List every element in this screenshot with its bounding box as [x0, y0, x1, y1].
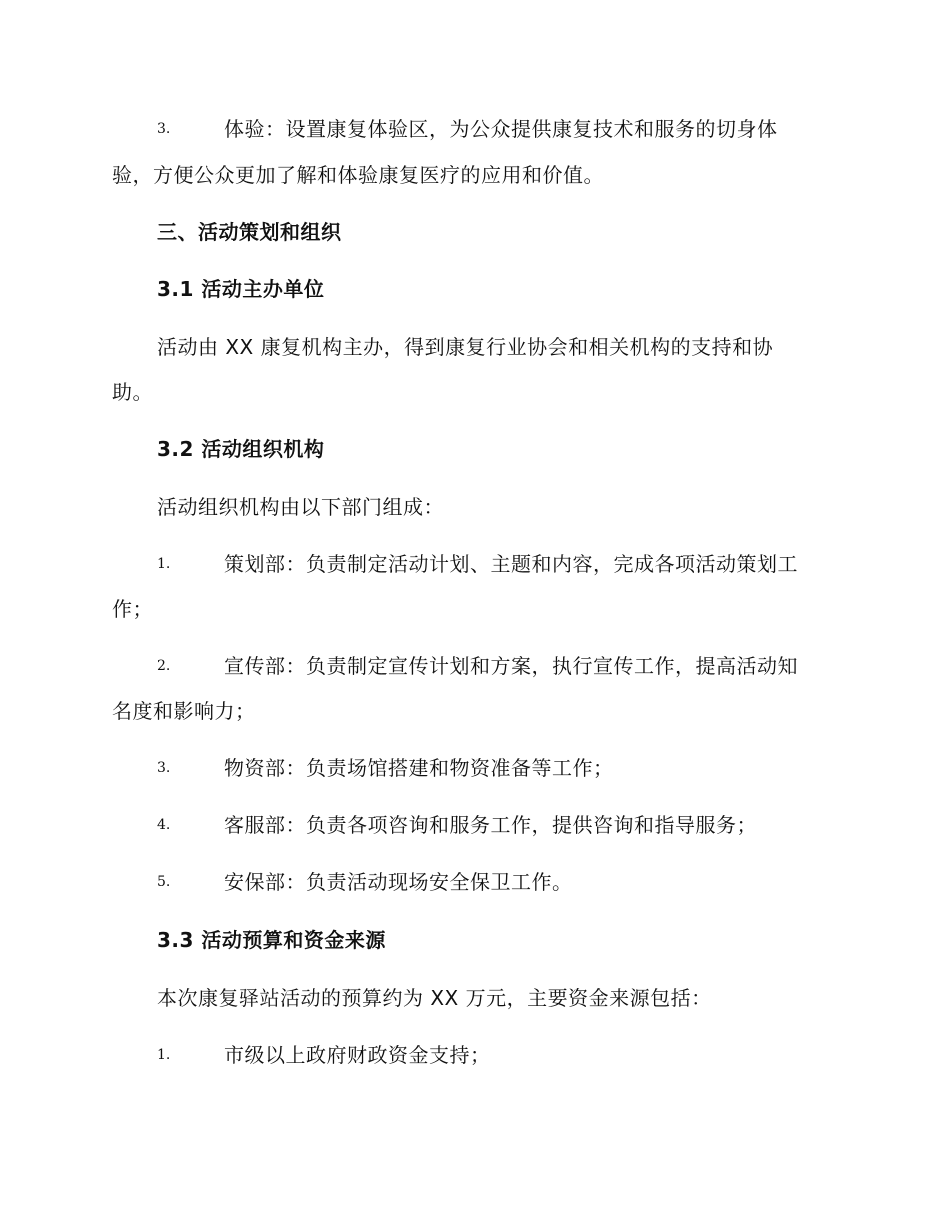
- list-number: 1.: [157, 556, 171, 572]
- list-number: 5.: [157, 874, 171, 890]
- section-heading: 三、活动策划和组织: [157, 220, 342, 244]
- list-number: 3.: [157, 121, 171, 137]
- list-item-text: 安保部：负责活动现场安全保卫工作。: [224, 870, 573, 894]
- list-number: 3.: [157, 760, 171, 776]
- list-item-text: 宣传部：负责制定宣传计划和方案，执行宣传工作，提高活动知: [224, 654, 798, 678]
- paragraph: 活动组织机构由以下部门组成：: [157, 495, 444, 519]
- paragraph: 本次康复驿站活动的预算约为 XX 万元，主要资金来源包括：: [157, 986, 712, 1010]
- list-item-text: 策划部：负责制定活动计划、主题和内容，完成各项活动策划工: [224, 552, 798, 576]
- paragraph: 活动由 XX 康复机构主办，得到康复行业协会和相关机构的支持和协: [157, 335, 774, 359]
- subsection-heading: 3.1 活动主办单位: [157, 277, 325, 301]
- list-item-text: 客服部：负责各项咨询和服务工作，提供咨询和指导服务；: [224, 813, 757, 837]
- subsection-heading: 3.2 活动组织机构: [157, 437, 325, 461]
- list-item-text: 市级以上政府财政资金支持；: [224, 1043, 491, 1067]
- list-number: 1.: [157, 1047, 171, 1063]
- paragraph-cont: 助。: [112, 380, 153, 404]
- list-item-text: 物资部：负责场馆搭建和物资准备等工作；: [224, 756, 614, 780]
- list-number: 4.: [157, 817, 171, 833]
- list-item-text: 体验：设置康复体验区，为公众提供康复技术和服务的切身体: [224, 117, 778, 141]
- list-item-text-cont: 验，方便公众更加了解和体验康复医疗的应用和价值。: [112, 163, 604, 187]
- list-item-text-cont: 名度和影响力；: [112, 699, 256, 723]
- list-number: 2.: [157, 658, 171, 674]
- subsection-heading: 3.3 活动预算和资金来源: [157, 928, 386, 952]
- list-item-text-cont: 作；: [112, 597, 153, 621]
